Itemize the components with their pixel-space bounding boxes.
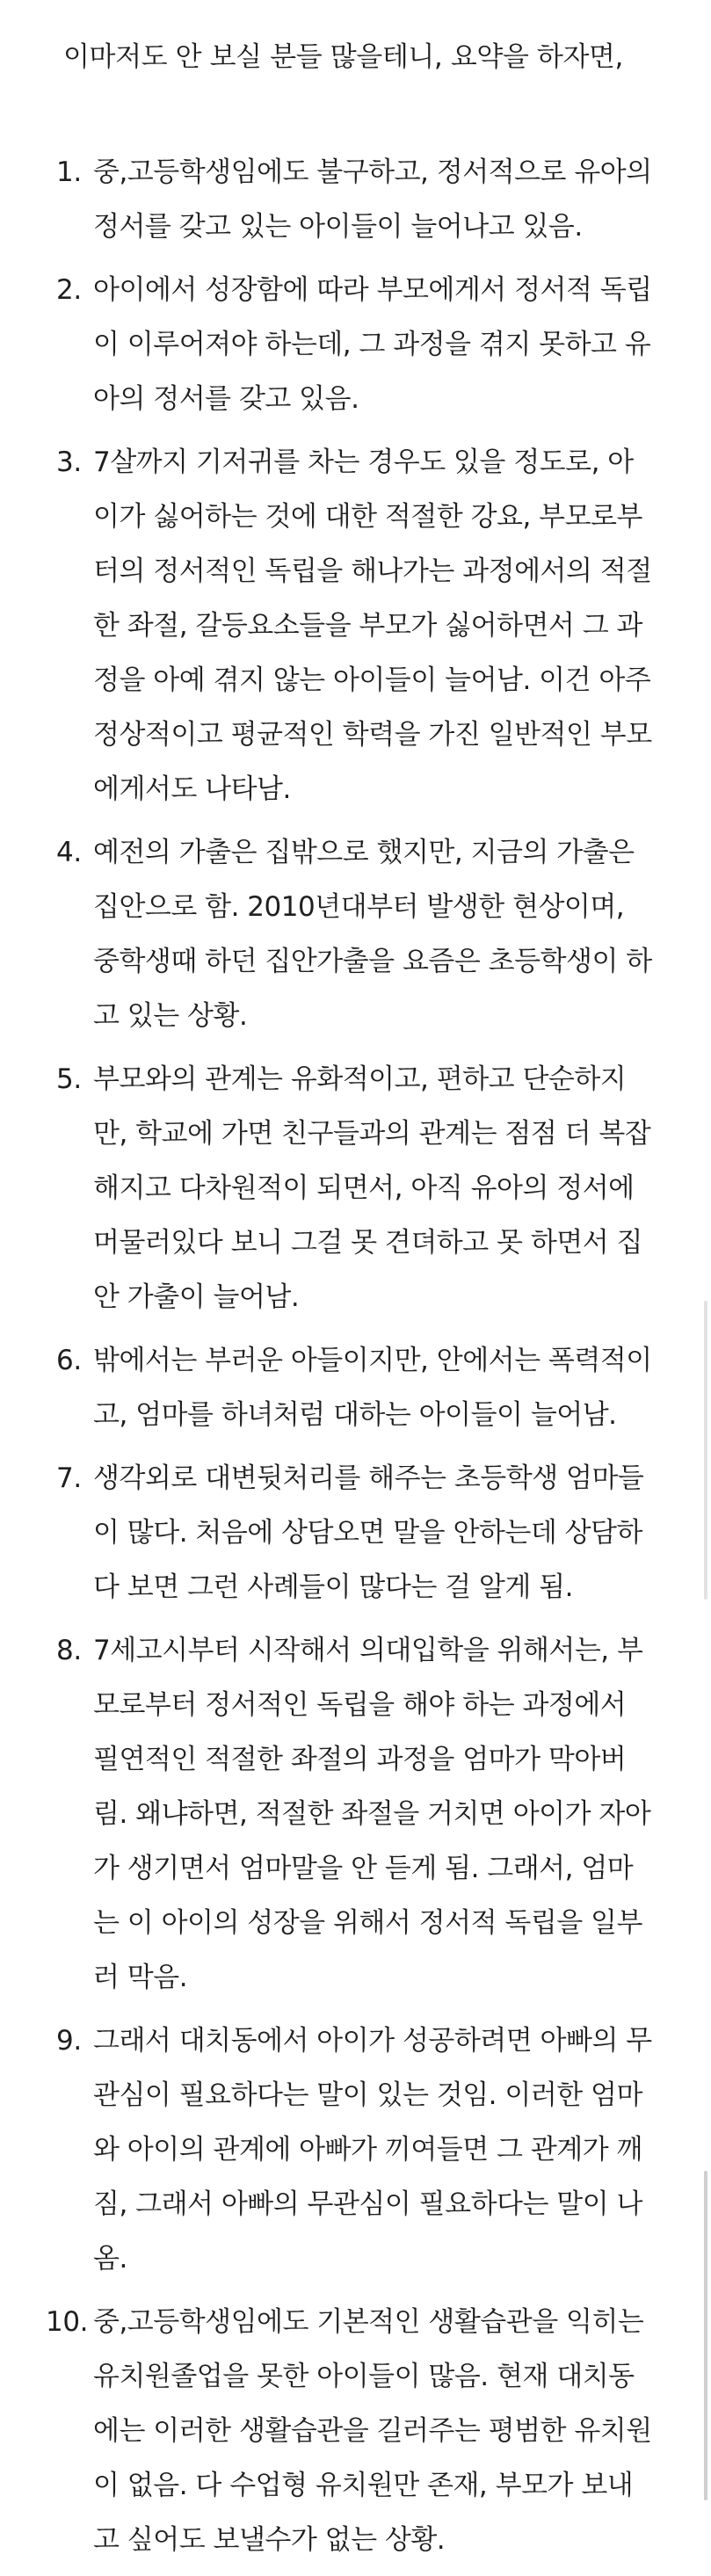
item-text: 7살까지 기저귀를 차는 경우도 있을 정도로, 아이가 싫어하는 것에 대한 적절한 강요, 부모로부터의 정서적인 독립을 해나가는 과정에서의 적절한 좌절, 갈등요소들을 부모가 싫어하면서 그 과정을 아예 겪지 않는 아이들이 늘어남. 이건 아주 정상적이고 평균적인 학력을 가진 일반적인 부모에게서도 나타남. (93, 446, 652, 805)
list-item (0, 1451, 711, 1615)
list-item (0, 435, 711, 816)
item-text: 그래서 대치동에서 아이가 성공하려면 아빠의 무관심이 필요하다는 말이 있는 것임. 이러한 엄마와 아이의 관계에 아빠가 끼여들면 그 관계가 깨짐, 그래서 아빠의 무관심이 필요하다는 말이 나옴. (93, 2025, 652, 2275)
item-text: 부모와의 관계는 유화적이고, 편하고 단순하지만, 학교에 가면 친구들과의 관계는 점점 더 복잡해지고 다차원적이 되면서, 아직 유아의 정서에 머물러있다 보니 그걸 못 견뎌하고 못 하면서 집안 가출이 늘어남. (93, 1063, 651, 1313)
item-number: 1. (56, 156, 82, 188)
item-number: 4. (56, 837, 82, 868)
item-text: 중,고등학생임에도 불구하고, 정서적으로 유아의 정서를 갖고 있는 아이들이 늘어나고 있음. (93, 156, 652, 243)
list-item (0, 1052, 711, 1324)
item-text: 아이에서 성장함에 따라 부모에게서 정서적 독립이 이루어져야 하는데, 그 과정을 겪지 못하고 유아의 정서를 갖고 있음. (93, 274, 652, 415)
list-item (0, 263, 711, 426)
scrollbar-thumb[interactable] (704, 1301, 707, 1600)
item-text: 생각외로 대변뒷처리를 해주는 초등학생 엄마들이 많다. 처음에 상담오면 말을 안하는데 상담하다 보면 그런 사례들이 많다는 걸 알게 됨. (93, 1462, 644, 1603)
item-number: 5. (56, 1063, 82, 1095)
scrollbar-thumb[interactable] (704, 2171, 707, 2500)
list-item (0, 2295, 711, 2567)
item-number: 8. (56, 1635, 82, 1666)
item-number: 7. (56, 1462, 82, 1494)
item-number: 9. (56, 2025, 82, 2057)
intro-text: 이마저도 안 보실 분들 많을테니, 요약을 하자면, (63, 41, 624, 73)
item-text: 중,고등학생임에도 기본적인 생활습관을 익히는 유치원졸업을 못한 아이들이 많음. 현재 대치동에는 이러한 생활습관을 길러주는 평범한 유치원이 없음. 다 수업형 유치원만 존재, 부모가 보내고 싶어도 보낼수가 없는 상황. (93, 2306, 652, 2556)
item-text: 7세고시부터 시작해서 의대입학을 위해서는, 부모로부터 정서적인 독립을 해야 하는 과정에서 필연적인 적절한 좌절의 과정을 엄마가 막아버림. 왜냐하면, 적절한 좌절을 거치면 아이가 자아가 생기면서 엄마말을 안 듣게 됨. 그래서, 엄마는 이 아이의 성장을 위해서 정서적 독립을 일부러 막음. (93, 1635, 651, 1993)
list-item (0, 2014, 711, 2286)
list-item (0, 1623, 711, 2005)
item-number: 10. (46, 2306, 89, 2338)
list-item (0, 1333, 711, 1442)
item-number: 3. (56, 446, 82, 478)
item-text: 밖에서는 부러운 아들이지만, 안에서는 폭력적이고, 엄마를 하녀처럼 대하는 아이들이 늘어남. (93, 1345, 652, 1431)
list-item (0, 825, 711, 1043)
item-number: 6. (56, 1345, 82, 1376)
summary-list (0, 145, 711, 2576)
item-number: 2. (56, 274, 82, 306)
list-item (0, 145, 711, 254)
item-text: 예전의 가출은 집밖으로 했지만, 지금의 가출은 집안으로 함. 2010년대부터 발생한 현상이며, 중학생때 하던 집안가출을 요즘은 초등학생이 하고 있는 상황. (93, 837, 652, 1032)
